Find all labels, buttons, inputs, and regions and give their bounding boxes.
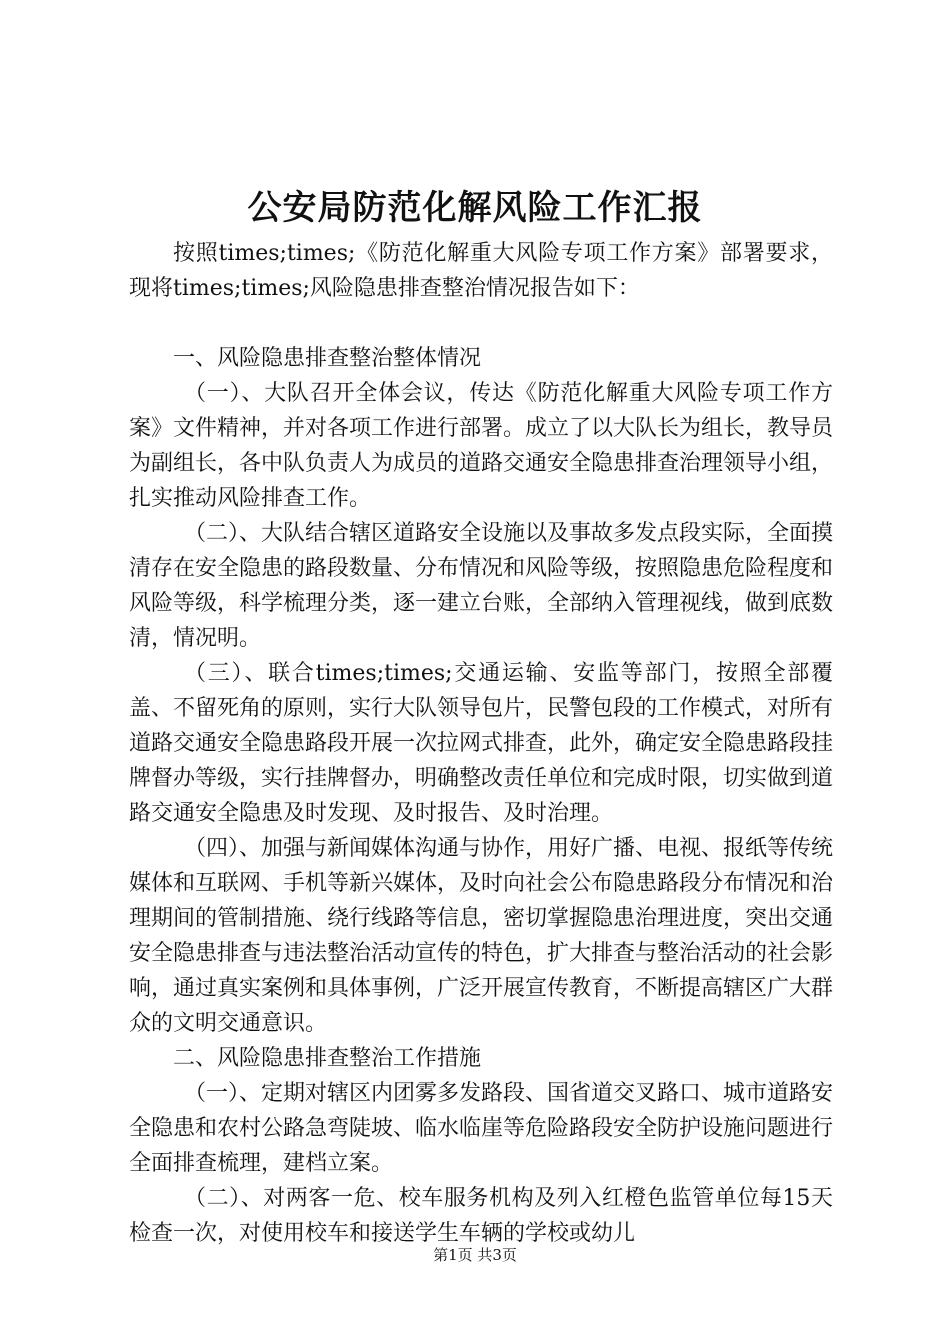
section-2-heading: 二、风险隐患排查整治工作措施 [173,1046,482,1071]
page-footer: 第1页 共3页 [433,1246,517,1264]
document-title: 公安局防范化解风险工作汇报 [247,188,703,228]
document-body [129,236,833,1251]
section-1-item-4: （四）、加强与新闻媒体沟通与协作，用好广播、电视、报纸等传统媒体和互联网、手机等新兴媒体，及时向社会公布隐患路段分布情况和治理期间的管制措施、绕行线路等信息，密切掌握隐患治理进度，突出交通安全隐患排查与违法整治活动宣传的特色，扩大排查与整治活动的社会影响，通过真实案例和具体事例，广泛开展宣传教育，不断提高辖区广大群众的文明交通意识。 [129,836,834,1036]
section-1-item-1: （一）、大队召开全体会议，传达《防范化解重大风险专项工作方案》文件精神，并对各项工作进行部署。成立了以大队长为组长，教导员为副组长，各中队负责人为成员的道路交通安全隐患排查治理领导小组，扎实推动风险排查工作。 [129,381,834,511]
section-2-item-1: （一）、定期对辖区内团雾多发路段、国省道交叉路口、城市道路安全隐患和农村公路急弯陡坡、临水临崖等危险路段安全防护设施问题进行全面排查梳理，建档立案。 [129,1081,834,1176]
section-1-item-3: （三）、联合times;times;交通运输、安监等部门，按照全部覆盖、不留死角的原则，实行大队领导包片，民警包段的工作模式，对所有道路交通安全隐患路段开展一次拉网式排查，此外，确定安全隐患路段挂牌督办等级，实行挂牌督办，明确整改责任单位和完成时限，切实做到道路交通安全隐患及时发现、及时报告、及时治理。 [129,661,834,826]
intro-paragraph: 按照times;times;《防范化解重大风险专项工作方案》部署要求，现将times;times;风险隐患排查整治情况报告如下： [129,241,833,301]
section-1-heading: 一、风险隐患排查整治整体情况 [173,346,482,371]
section-1-item-2: （二）、大队结合辖区道路安全设施以及事故多发点段实际，全面摸清存在安全隐患的路段数量、分布情况和风险等级，按照隐患危险程度和风险等级，科学梳理分类，逐一建立台账，全部纳入管理视线，做到底数清，情况明。 [129,521,834,651]
section-2-item-2: （二）、对两客一危、校车服务机构及列入红橙色监管单位每15天检查一次，对使用校车和接送学生车辆的学校或幼儿 [129,1186,833,1246]
paragraph-spacer [129,306,833,341]
